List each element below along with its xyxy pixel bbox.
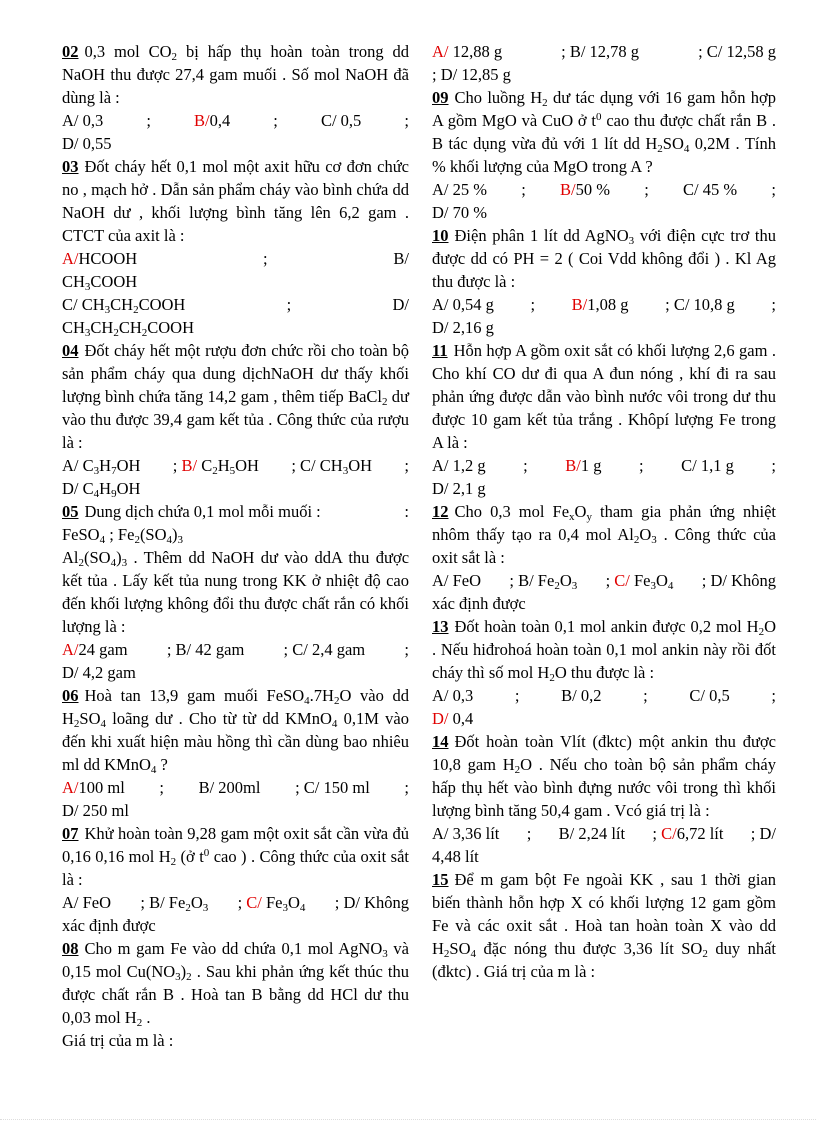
answer-b[interactable]: B/ 0,2 — [561, 686, 602, 705]
question-13 — [432, 615, 776, 684]
answer-c[interactable]: ; C/ 2,4 gam — [283, 640, 366, 659]
answers-06: A/100 ml ; B/ 200ml ; C/ 150 ml ; — [62, 778, 409, 797]
right-column — [432, 40, 776, 983]
page-bottom-divider — [0, 1119, 816, 1120]
answer-c[interactable]: ; C/6,72 lít — [652, 824, 724, 843]
answer-d[interactable]: D/ 12,85 g — [440, 65, 511, 84]
question-number: 04 — [62, 341, 79, 360]
answer-d-line — [62, 132, 409, 155]
question-text: Để m gam bột Fe ngoài KK , sau 1 thời gian biến thành hỗn hợp X có khối lượng 12 gam gồm Fe và các oxit sắt . Hoà tan hoàn toàn X vào dd $H_2SO_4$ đặc nóng thu được 3,36 lít $SO_2$ duy nhất (đktc) . Giá trị của m là : — [432, 870, 776, 981]
answer-c[interactable]: C/ 1,1 g — [681, 456, 734, 475]
answers-14: A/ 3,36 lít ; B/ 2,24 lít ; C/6,72 lít ; D/ — [432, 824, 776, 843]
answer-d-line — [432, 316, 776, 339]
answers-03-cd: C/ $CH_3CH_2COOH$ ; D/ — [62, 295, 409, 316]
answers-13: A/ 0,3 ; B/ 0,2 ; C/ 0,5 ; — [432, 686, 776, 705]
answers-05: A/24 gam ; B/ 42 gam ; C/ 2,4 gam ; — [62, 640, 409, 659]
answer-d-line — [62, 477, 409, 500]
answer-a[interactable]: A/ 3,36 lít — [432, 824, 500, 843]
question-text: Đốt hoàn toàn Vlít (đktc) một ankin thu được 10,8 gam $H_2O$ . Nếu cho toàn bộ sản phẩm cháy hấp thụ hết vào bình đựng nước vôi trong thì khối lượng bình tăng 50,4 gam . Vcó giá trị là : — [432, 732, 777, 820]
answer-b[interactable]: B/ 2,24 lít — [558, 824, 626, 843]
answer-b[interactable]: ; B/ $Fe_2O_3$ — [140, 893, 209, 914]
answer-d-line — [432, 707, 776, 730]
answer-d[interactable]: ; D/ Không — [701, 571, 776, 590]
answer-b-value: $CH_3COOH$ — [62, 272, 138, 293]
question-03 — [62, 155, 409, 247]
question-number: 12 — [432, 502, 449, 521]
question-number: 14 — [432, 732, 449, 751]
question-12 — [432, 500, 776, 569]
answer-b[interactable]: ; B/ $Fe_2O_3$ — [509, 571, 578, 592]
answer-b[interactable]: B/1 g — [565, 456, 602, 475]
answer-c[interactable]: C/ 0,5 — [320, 111, 362, 130]
answers-07 — [62, 891, 409, 914]
answer-a[interactable]: A/ FeO — [432, 571, 482, 590]
answer-c[interactable]: ; C/ 10,8 g — [665, 295, 735, 314]
question-15 — [432, 868, 776, 983]
answer-d[interactable]: D/ 0,55 — [62, 134, 112, 153]
question-05-salts: FeSO$_4$ ; $Fe_2(SO_4)_3$ — [62, 525, 184, 546]
answers-11: A/ 1,2 g ; B/1 g ; C/ 1,1 g ; — [432, 456, 776, 475]
question-08-ask: Giá trị của m là : — [62, 1031, 174, 1050]
answer-a[interactable]: A/ 1,2 g — [432, 456, 486, 475]
answer-d[interactable]: D/ 2,1 g — [432, 479, 486, 498]
answer-a[interactable]: A/ 0,3 — [62, 111, 104, 130]
answer-c[interactable]: ; C/ 150 ml — [295, 778, 370, 797]
question-05: 05 Dung dịch chứa 0,1 mol mỗi muối : : — [62, 502, 409, 521]
answer-d-letter[interactable]: D/ — [392, 295, 409, 314]
answer-b[interactable]: B/1,08 g — [571, 295, 629, 314]
question-07 — [62, 822, 409, 891]
answers-12 — [432, 569, 776, 592]
answer-d[interactable]: D/ 4,2 gam — [62, 663, 136, 682]
answer-d-line — [432, 201, 776, 224]
question-08 — [62, 937, 409, 1029]
answer-a[interactable]: A/100 ml — [62, 778, 125, 797]
question-10 — [432, 224, 776, 293]
answer-c[interactable]: ; C/ $Fe_3O_4$ — [237, 893, 306, 914]
answers-09: A/ 25 % ; B/50 % ; C/ 45 % ; — [432, 180, 776, 199]
question-09 — [432, 86, 776, 178]
question-text: Hỗn hợp A gồm oxit sắt có khối lượng 2,6 gam . Cho khí CO dư đi qua A đun nóng , khí đi ra sau phản ứng được dẫn vào bình nước vôi trong dư thu được 10 gam kết tủa trắng . Khôpí lượng Fe trong A là : — [432, 341, 776, 452]
question-number: 13 — [432, 617, 449, 636]
question-text: Đốt cháy hết 0,1 mol một axit hữu cơ đơn chức no , mạch hở . Dẫn sản phẩm cháy vào bình chứa dd NaOH dư , khối lượng bình tăng lên 6,2 gam . CTCT của axit là : — [62, 157, 409, 245]
question-number: 06 — [62, 686, 79, 705]
answer-c[interactable]: C/ 45 % — [683, 180, 738, 199]
answer-c[interactable]: ; C/ $CH_3OH$ — [291, 456, 373, 477]
answer-d-cont: xác định được — [432, 594, 526, 613]
answer-a[interactable]: A/ $C_3H_7OH$ — [62, 456, 141, 477]
answer-b[interactable]: ; B/ 42 gam — [166, 640, 245, 659]
answer-d-line — [62, 799, 409, 822]
answers-03-ab: A/HCOOH ; B/ — [62, 249, 409, 268]
question-05-text: $Al_2(SO_4)_3$ . Thêm dd NaOH dư vào ddA thu được kết tủa . Lấy kết tủa nung trong KK ở nhiệt độ cao đến khối lượng không đổi thu được chất rắn có khối lượng là : — [62, 548, 410, 636]
answer-a[interactable]: A/ 25 % — [432, 180, 487, 199]
answers-02: A/ 0,3 ; B/0,4 ; C/ 0,5 ; — [62, 111, 409, 130]
answer-b[interactable]: B/50 % — [560, 180, 610, 199]
question-text: Đốt hoàn toàn 0,1 mol ankin được 0,2 mol $H_2O$ . Nếu hiđrohoá hoàn toàn 0,1 mol ankin này rồi đốt cháy thì số mol $H_2O$ thu được là : — [432, 617, 776, 684]
answer-d[interactable]: D/ 70 % — [432, 203, 487, 222]
question-text: Dung dịch chứa 0,1 mol mỗi muối : — [84, 502, 321, 521]
question-text: Điện phân 1 lít dd AgNO$_3$ với điện cực trơ thu được dd có PH = 2 ( Coi Vdd không đổi ) . Kl Ag thu được là : — [432, 226, 776, 291]
answer-d[interactable]: D/ 2,16 g — [432, 318, 494, 337]
answer-c[interactable]: C/ 0,5 — [689, 686, 730, 705]
answer-a[interactable]: A/ 12,88 g — [432, 42, 503, 61]
answer-b[interactable]: B/0,4 — [194, 111, 231, 130]
answer-b-letter[interactable]: B/ — [393, 249, 409, 268]
question-04 — [62, 339, 409, 454]
question-text: Cho 0,3 mol $Fe_xO_y$ tham gia phản ứng nhiệt nhôm thấy tạo ra 0,4 mol $Al_2O_3$ . Công thức của oxit sắt là : — [432, 502, 776, 567]
answer-d[interactable]: D/ 250 ml — [62, 801, 129, 820]
answer-d-line — [62, 661, 409, 684]
question-text: Hoà tan 13,9 gam muối $FeSO_4.7H_2O$ vào dd $H_2SO_4$ loãng dư . Cho từ từ dd KMnO$_4$ 0,1M vào đến khi xuất hiện màu hồng thì cần dùng bao nhiêu ml dd KMnO$_4$ ? — [62, 686, 409, 776]
answer-c[interactable]: ; C/ 12,58 g — [698, 42, 776, 61]
question-number: 05 — [62, 502, 79, 521]
question-text: Cho m gam Fe vào dd chứa 0,1 mol AgNO$_3$ và 0,15 mol $Cu(NO_3)_2$ . Sau khi phản ứng kết thúc thu được chất rắn B . Hoà tan B bằng dd HCl dư thu 0,03 mol $H_2$ . — [62, 939, 410, 1029]
question-number: 03 — [62, 157, 79, 176]
answer-a[interactable]: A/ 0,54 g — [432, 295, 494, 314]
answer-d-line — [432, 845, 776, 868]
answer-d-line: ; D/ 12,85 g — [432, 65, 511, 84]
answer-a[interactable]: A/HCOOH — [62, 249, 138, 268]
question-06 — [62, 684, 409, 776]
question-11 — [432, 339, 776, 454]
answer-d-cont: xác định được — [62, 916, 156, 935]
answers-10: A/ 0,54 g ; B/1,08 g ; C/ 10,8 g ; — [432, 295, 776, 314]
answer-d[interactable]: 4,48 lít — [432, 847, 479, 866]
answer-d-value: $CH_3CH_2CH_2COOH$ — [62, 318, 195, 339]
question-text: Cho luồng $H_2$ dư tác dụng với 16 gam hỗn hợp A gồm MgO và CuO ở $t^0$ cao thu được chất rắn B . B tác dụng vừa đủ với 1 lít dd $H_2SO_4$ 0,2M . Tính % khối lượng của MgO trong A ? — [432, 88, 776, 176]
answer-a[interactable]: A/ FeO — [62, 893, 112, 912]
answer-d-line — [432, 477, 776, 500]
question-text: 0,3 mol $CO_2$ bị hấp thụ hoàn toàn trong dd NaOH thu được 27,4 gam muối . Số mol NaOH đã dùng là : — [62, 42, 409, 107]
question-number: 10 — [432, 226, 449, 245]
answer-b[interactable]: B/ 200ml — [198, 778, 261, 797]
answers-08 — [432, 40, 776, 63]
answer-a[interactable]: A/ 0,3 — [432, 686, 474, 705]
question-number: 08 — [62, 939, 79, 958]
question-14 — [432, 730, 776, 822]
answer-c[interactable]: ; C/ $Fe_3O_4$ — [605, 571, 674, 592]
answer-c[interactable]: C/ $CH_3CH_2COOH$ — [62, 295, 186, 316]
question-number: 09 — [432, 88, 449, 107]
question-number: 07 — [62, 824, 79, 843]
left-column — [62, 40, 409, 1052]
answer-b[interactable]: ; B/ 12,78 g — [561, 42, 640, 61]
question-text: Khử hoàn toàn 9,28 gam một oxit sắt cần vừa đủ 0,16 0,16 mol $H_2$ (ở $t^0$ cao ) . Công thức của oxit sắt là : — [62, 824, 409, 889]
answer-a[interactable]: A/24 gam — [62, 640, 128, 659]
question-number: 15 — [432, 870, 449, 889]
question-number: 11 — [432, 341, 448, 360]
question-02 — [62, 40, 409, 109]
answers-04: A/ $C_3H_7OH$ ; B/ $C_2H_5OH$ ; C/ $CH_3OH$ ; — [62, 456, 409, 477]
question-number: 02 — [62, 42, 79, 61]
answer-b[interactable]: ; B/ $C_2H_5OH$ — [172, 456, 259, 477]
answer-d[interactable]: D/ 0,4 — [432, 709, 474, 728]
answer-d[interactable]: D/ $C_4H_9OH$ — [62, 479, 141, 500]
question-text: Đốt cháy hết một rượu đơn chức rồi cho toàn bộ sản phẩm cháy qua dung dịchNaOH dư thấy khối lượng bình chứa tăng 14,2 gam , thêm tiếp BaCl$_2$ dư vào thu được 39,4 gam kết tủa . Công thức của rượu là : — [62, 341, 409, 452]
answer-d[interactable]: ; D/ Không — [334, 893, 409, 912]
